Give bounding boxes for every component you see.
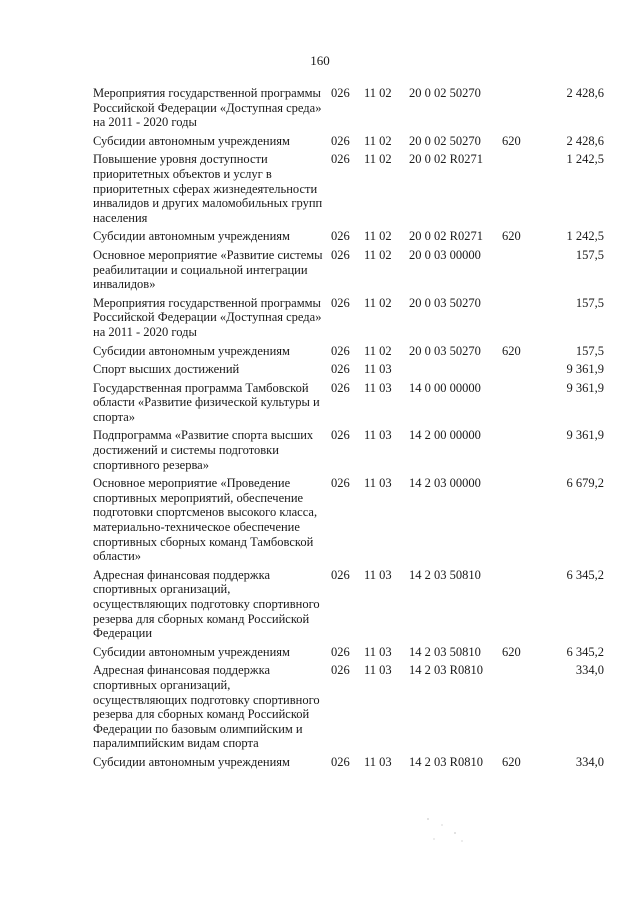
row-amount: 2 428,6 — [566, 133, 604, 148]
row-name: Субсидии автономным учреждениям — [93, 229, 290, 244]
row-name: Адресная финансовая поддержка спортивных организаций, осуществляющих подготовку спортивного резерва для сборных команд Российской Федерации — [93, 567, 320, 641]
row-target-article: 14 2 00 00000 — [409, 428, 481, 443]
row-expense-type: 620 — [502, 754, 521, 769]
row-amount: 2 428,6 — [566, 86, 604, 100]
row-section: 11 03 — [364, 644, 392, 659]
row-amount: 6 345,2 — [566, 567, 604, 582]
row-section: 11 03 — [364, 567, 392, 582]
table-row — [0, 645, 640, 660]
row-ved: 026 — [331, 754, 350, 769]
row-amount: 6 345,2 — [566, 644, 604, 659]
row-name: Основное мероприятие «Проведение спортивных мероприятий, обеспечение подготовки спортсменов высокого класса, материально-техническое обеспечение спортивных сборных команд Тамбовской области» — [93, 476, 318, 564]
table-row — [0, 229, 640, 244]
row-ved: 026 — [331, 229, 350, 244]
table-row — [0, 362, 640, 377]
row-ved: 026 — [331, 362, 350, 377]
row-name: Основное мероприятие «Развитие системы реабилитации и социальной интеграции инвалидов» — [93, 247, 323, 292]
row-section: 11 02 — [364, 295, 392, 310]
table-row — [0, 663, 640, 751]
row-amount: 9 361,9 — [566, 428, 604, 443]
table-row — [0, 428, 640, 472]
row-target-article: 14 2 03 50810 — [409, 644, 481, 659]
row-ved: 026 — [331, 567, 350, 582]
row-section: 11 02 — [364, 247, 392, 262]
row-name: Мероприятия государственной программы Российской Федерации «Доступная среда» на 2011 - 2020 годы — [93, 295, 322, 339]
table-row — [0, 568, 640, 641]
row-ved: 026 — [331, 476, 350, 491]
row-target-article: 20 0 03 50270 — [409, 343, 481, 358]
row-amount: 334,0 — [575, 754, 604, 769]
row-amount: 9 361,9 — [566, 380, 604, 395]
row-name: Государственная программа Тамбовской области «Развитие физической культуры и спорта» — [93, 380, 320, 424]
table-row — [0, 296, 640, 340]
row-ved: 026 — [331, 380, 350, 395]
row-expense-type: 620 — [502, 343, 521, 358]
row-amount: 157,5 — [575, 295, 604, 310]
row-ved: 026 — [331, 295, 350, 310]
row-amount: 6 679,2 — [566, 476, 604, 491]
table-row — [0, 152, 640, 225]
row-name: Субсидии автономным учреждениям — [93, 754, 290, 769]
row-amount: 9 361,9 — [566, 362, 604, 377]
scan-specks — [420, 815, 470, 845]
row-ved: 026 — [331, 133, 350, 148]
row-target-article: 20 0 03 50270 — [409, 295, 481, 310]
row-expense-type: 620 — [502, 644, 521, 659]
row-name: Повышение уровня доступности приоритетных объектов и услуг в приоритетных сферах жизнедеятельности инвалидов и других маломобильных групп населения — [93, 152, 323, 225]
row-section: 11 03 — [364, 362, 392, 377]
row-amount: 157,5 — [575, 247, 604, 262]
row-target-article: 14 2 03 50810 — [409, 567, 481, 582]
row-ved: 026 — [331, 152, 350, 167]
budget-table — [0, 86, 640, 774]
row-section: 11 03 — [364, 428, 392, 443]
row-name: Адресная финансовая поддержка спортивных организаций, осуществляющих подготовку спортивного резерва для сборных команд Российской Федерации по базовым олимпийским и паралимпийским видам спорта — [93, 663, 320, 751]
row-amount: 157,5 — [575, 343, 604, 358]
row-ved: 026 — [331, 428, 350, 443]
row-ved: 026 — [331, 644, 350, 659]
row-target-article: 14 2 03 R0810 — [409, 754, 483, 769]
row-ved: 026 — [331, 86, 350, 100]
row-target-article: 14 2 03 R0810 — [409, 663, 483, 678]
row-section: 11 03 — [364, 380, 392, 395]
row-name: Мероприятия государственной программы Российской Федерации «Доступная среда» на 2011 - 2020 годы — [93, 86, 322, 130]
row-section: 11 02 — [364, 343, 392, 358]
row-section: 11 02 — [364, 133, 392, 148]
row-ved: 026 — [331, 663, 350, 678]
row-amount: 334,0 — [575, 663, 604, 678]
row-ved: 026 — [331, 247, 350, 262]
row-name: Подпрограмма «Развитие спорта высших достижений и системы подготовки спортивного резерва» — [93, 428, 314, 472]
row-name: Субсидии автономным учреждениям — [93, 644, 290, 659]
row-target-article: 14 0 00 00000 — [409, 380, 481, 395]
table-row — [0, 248, 640, 292]
row-target-article: 20 0 02 50270 — [409, 133, 481, 148]
row-name: Субсидии автономным учреждениям — [93, 133, 290, 148]
row-section: 11 02 — [364, 152, 392, 167]
row-section: 11 02 — [364, 86, 392, 100]
table-row — [0, 755, 640, 770]
row-target-article: 20 0 03 00000 — [409, 247, 481, 262]
row-section: 11 02 — [364, 229, 392, 244]
row-name: Спорт высших достижений — [93, 362, 240, 377]
table-row — [0, 344, 640, 359]
row-section: 11 03 — [364, 476, 392, 491]
row-ved: 026 — [331, 343, 350, 358]
row-target-article: 14 2 03 00000 — [409, 476, 481, 491]
row-name: Субсидии автономным учреждениям — [93, 343, 290, 358]
row-amount: 1 242,5 — [566, 152, 604, 167]
table-row — [0, 476, 640, 564]
page-number: 160 — [310, 53, 330, 68]
row-amount: 1 242,5 — [566, 229, 604, 244]
table-row — [0, 86, 640, 130]
row-target-article: 20 0 02 R0271 — [409, 229, 483, 244]
row-target-article: 20 0 02 50270 — [409, 86, 481, 100]
row-section: 11 03 — [364, 663, 392, 678]
row-expense-type: 620 — [502, 133, 521, 148]
row-section: 11 03 — [364, 754, 392, 769]
table-row — [0, 134, 640, 149]
table-row — [0, 381, 640, 425]
row-target-article: 20 0 02 R0271 — [409, 152, 483, 167]
row-expense-type: 620 — [502, 229, 521, 244]
